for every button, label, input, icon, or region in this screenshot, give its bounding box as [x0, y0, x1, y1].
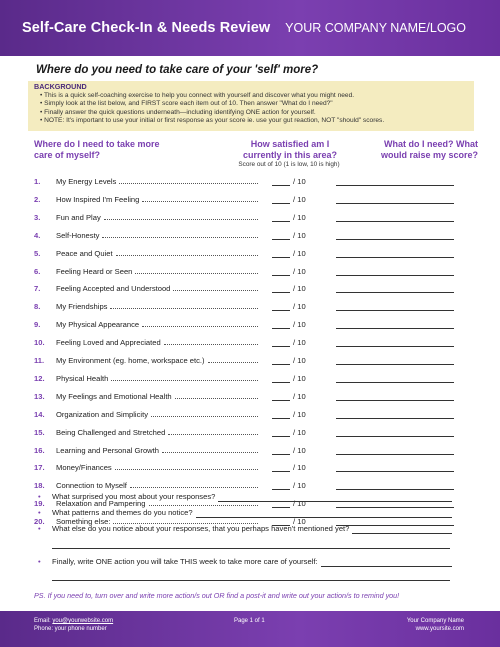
need-input-line[interactable] — [336, 418, 454, 419]
score-input-line[interactable] — [272, 454, 290, 455]
need-input-line[interactable] — [336, 310, 454, 311]
score-input-line[interactable] — [272, 292, 290, 293]
score-out-of-ten: / 10 — [293, 194, 306, 204]
background-box — [28, 81, 474, 131]
score-out-of-ten: / 10 — [293, 373, 306, 383]
need-input-line[interactable] — [336, 489, 454, 490]
need-input-line[interactable] — [336, 185, 454, 186]
footer-contact — [34, 617, 113, 633]
score-input-line[interactable] — [272, 328, 290, 329]
score-input-line[interactable] — [272, 364, 290, 365]
background-bullet: • This is a quick self-coaching exercise to help you connect with yourself and discover what you might need. — [40, 92, 468, 101]
background-bullet: • Simply look at the list below, and FIRST score each item out of 10. Then answer "What do I need?" — [40, 100, 468, 109]
background-title: BACKGROUND — [34, 82, 87, 91]
item-label: Learning and Personal Growth — [56, 445, 160, 455]
answer-line-extra[interactable] — [52, 548, 450, 549]
leader-dots — [168, 434, 258, 435]
answer-line[interactable] — [196, 517, 452, 518]
item-label: My Feelings and Emotional Health — [56, 391, 172, 401]
footer-email-label: Email: — [34, 618, 51, 624]
question-text: What surprised you most about your responses? — [52, 492, 216, 501]
answer-line[interactable] — [352, 533, 452, 534]
footer-bar — [0, 611, 500, 647]
item-number: 19. — [34, 499, 45, 509]
need-input-line[interactable] — [336, 346, 454, 347]
item-label: Organization and Simplicity — [56, 409, 149, 419]
item-number: 15. — [34, 427, 45, 437]
score-out-of-ten: / 10 — [293, 445, 306, 455]
item-label: Physical Health — [56, 373, 109, 383]
item-number: 2. — [34, 194, 41, 204]
header-bar — [0, 0, 500, 56]
checklist-item — [0, 426, 500, 440]
leader-dots — [119, 183, 258, 184]
item-label: My Physical Appearance — [56, 320, 140, 330]
item-label: Something else: — [56, 517, 111, 527]
score-out-of-ten: / 10 — [293, 463, 306, 473]
score-out-of-ten: / 10 — [293, 248, 306, 258]
question-text: Finally, write ONE action you will take THIS week to take more care of yourself: — [52, 557, 318, 566]
checklist-item — [0, 193, 500, 207]
footer-company-name: Your Company Name — [406, 618, 464, 624]
score-out-of-ten: / 10 — [293, 356, 306, 365]
item-label: My Friendships — [56, 302, 108, 312]
need-input-line[interactable] — [336, 203, 454, 204]
bullet-icon: • — [38, 524, 41, 533]
score-input-line[interactable] — [272, 382, 290, 383]
score-input-line[interactable] — [272, 400, 290, 401]
need-input-line[interactable] — [336, 382, 454, 383]
item-label: Being Challenged and Stretched — [56, 427, 166, 437]
score-out-of-ten: / 10 — [293, 320, 306, 330]
checklist-item — [0, 282, 500, 296]
bullet-icon: • — [38, 508, 41, 517]
score-input-line[interactable] — [272, 346, 290, 347]
item-number: 17. — [34, 463, 45, 473]
score-out-of-ten: / 10 — [293, 517, 306, 527]
item-label: Money/Finances — [56, 463, 112, 473]
column-header-needs: What do I need? What would raise my score? — [380, 139, 478, 160]
checklist-item — [0, 408, 500, 422]
leader-dots — [111, 380, 258, 381]
question-item — [0, 557, 500, 569]
need-input-line[interactable] — [336, 436, 454, 437]
answer-line[interactable] — [218, 501, 452, 502]
item-number: 1. — [34, 177, 41, 186]
checklist-item — [0, 390, 500, 404]
leader-dots — [208, 362, 258, 363]
question-text: What else do you notice about your responses, that you perhaps haven't mentioned yet? — [52, 524, 350, 533]
score-out-of-ten: / 10 — [293, 409, 306, 419]
score-input-line[interactable] — [272, 436, 290, 437]
checklist-item — [0, 461, 500, 475]
score-out-of-ten: / 10 — [293, 427, 306, 437]
score-input-line[interactable] — [272, 257, 290, 258]
leader-dots — [142, 326, 258, 327]
item-number: 14. — [34, 409, 45, 419]
checklist-item — [0, 265, 500, 279]
score-out-of-ten: / 10 — [293, 499, 306, 509]
leader-dots — [115, 469, 258, 470]
checklist-item — [0, 444, 500, 458]
checklist-item — [0, 229, 500, 243]
item-number: 3. — [34, 212, 41, 222]
footer-company — [407, 617, 464, 633]
need-input-line[interactable] — [336, 239, 454, 240]
item-number: 6. — [34, 266, 41, 276]
bullet-icon: • — [38, 492, 41, 501]
background-bullet: • NOTE: It's important to use your initial or first response as your score ie. use your gut reaction, NOT "should" scores. — [40, 117, 468, 126]
checklist-item — [0, 211, 500, 225]
leader-dots — [104, 219, 258, 220]
need-input-line[interactable] — [336, 328, 454, 329]
leader-dots — [102, 237, 258, 238]
item-number: 5. — [34, 248, 41, 258]
checklist-item — [0, 300, 500, 314]
item-number: 20. — [34, 517, 45, 527]
score-input-line[interactable] — [272, 310, 290, 311]
column-header-area: Where do I need to take more care of myself? — [34, 139, 160, 160]
leader-dots — [130, 487, 258, 488]
need-input-line[interactable] — [336, 292, 454, 293]
item-label: How Inspired I'm Feeling — [56, 194, 140, 204]
ps-note: PS. If you need to, turn over and write more action/s out OR find a post-it and write out your action/s to remind you! — [34, 591, 400, 600]
item-label: Feeling Loved and Appreciated — [56, 338, 161, 348]
leader-dots — [164, 344, 258, 345]
bullet-icon: • — [38, 557, 41, 566]
background-bullet: • Finally answer the quick questions underneath—including identifying ONE action for yourself. — [40, 109, 468, 118]
item-label: Connection to Myself — [56, 481, 127, 491]
need-input-line[interactable] — [336, 364, 454, 365]
footer-email-link[interactable]: you@yourwebsite.com — [52, 618, 114, 624]
score-input-line[interactable] — [272, 239, 290, 240]
item-number: 11. — [34, 356, 45, 365]
item-label: Self-Honesty — [56, 230, 100, 240]
leader-dots — [135, 273, 258, 274]
score-out-of-ten: / 10 — [293, 284, 306, 294]
score-input-line[interactable] — [272, 471, 290, 472]
need-input-line[interactable] — [336, 275, 454, 276]
answer-line[interactable] — [321, 566, 452, 567]
item-label: Feeling Heard or Seen — [56, 266, 133, 276]
score-out-of-ten: / 10 — [293, 481, 306, 491]
score-out-of-ten: / 10 — [293, 212, 306, 222]
company-logo-placeholder: YOUR COMPANY NAME/LOGO — [285, 21, 466, 35]
checklist-item — [0, 354, 500, 368]
item-label: Fun and Play — [56, 212, 101, 222]
footer-page-number: Page 1 of 1 — [234, 618, 265, 624]
checklist-item — [0, 372, 500, 386]
score-input-line[interactable] — [272, 275, 290, 276]
checklist-item — [0, 247, 500, 261]
question-item — [0, 508, 500, 520]
leader-dots — [162, 452, 258, 453]
item-label: My Environment (eg. home, workspace etc.) — [56, 356, 205, 365]
item-label: Relaxation and Pampering — [56, 499, 146, 509]
item-label: Peace and Quiet — [56, 248, 113, 258]
need-input-line[interactable] — [336, 471, 454, 472]
score-out-of-ten: / 10 — [293, 391, 306, 401]
question-item — [0, 492, 500, 504]
footer-email-row — [34, 617, 113, 625]
footer-website[interactable]: www.yoursite.com — [415, 626, 464, 632]
score-input-line[interactable] — [272, 203, 290, 204]
need-input-line[interactable] — [336, 257, 454, 258]
page-title: Self-Care Check-In & Needs Review — [22, 20, 271, 36]
question-text: What patterns and themes do you notice? — [52, 508, 193, 517]
subtitle: Where do you need to take care of your 'self' more? — [36, 64, 319, 76]
leader-dots — [116, 255, 258, 256]
checklist-item — [0, 175, 500, 189]
item-number: 7. — [34, 284, 41, 294]
leader-dots — [173, 290, 258, 291]
score-input-line[interactable] — [272, 489, 290, 490]
leader-dots — [151, 416, 258, 417]
item-number: 13. — [34, 391, 45, 401]
item-number: 4. — [34, 230, 41, 240]
leader-dots — [110, 308, 258, 309]
item-label: My Energy Levels — [56, 177, 117, 186]
score-out-of-ten: / 10 — [293, 302, 306, 312]
item-label: Feeling Accepted and Understood — [56, 284, 171, 294]
score-note: Score out of 10 (1 is low, 10 is high) — [238, 161, 340, 168]
score-out-of-ten: / 10 — [293, 338, 306, 348]
item-number: 10. — [34, 338, 45, 348]
score-out-of-ten: / 10 — [293, 266, 306, 276]
item-number: 12. — [34, 373, 45, 383]
need-input-line[interactable] — [336, 400, 454, 401]
column-header-satisfaction: How satisfied am I currently in this area? — [242, 139, 338, 160]
background-list — [34, 92, 468, 126]
footer-phone: Phone: your phone number — [34, 626, 107, 632]
answer-line-extra[interactable] — [52, 580, 450, 581]
leader-dots — [149, 505, 258, 506]
score-input-line[interactable] — [272, 418, 290, 419]
checklist-item — [0, 318, 500, 332]
item-number: 8. — [34, 302, 41, 312]
score-out-of-ten: / 10 — [293, 230, 306, 240]
need-input-line[interactable] — [336, 454, 454, 455]
score-input-line[interactable] — [272, 221, 290, 222]
checklist-item — [0, 336, 500, 350]
score-out-of-ten: / 10 — [293, 177, 306, 186]
item-number: 18. — [34, 481, 45, 491]
item-number: 9. — [34, 320, 41, 330]
score-input-line[interactable] — [272, 185, 290, 186]
leader-dots — [142, 201, 258, 202]
leader-dots — [175, 398, 258, 399]
need-input-line[interactable] — [336, 221, 454, 222]
item-number: 16. — [34, 445, 45, 455]
question-item — [0, 524, 500, 536]
